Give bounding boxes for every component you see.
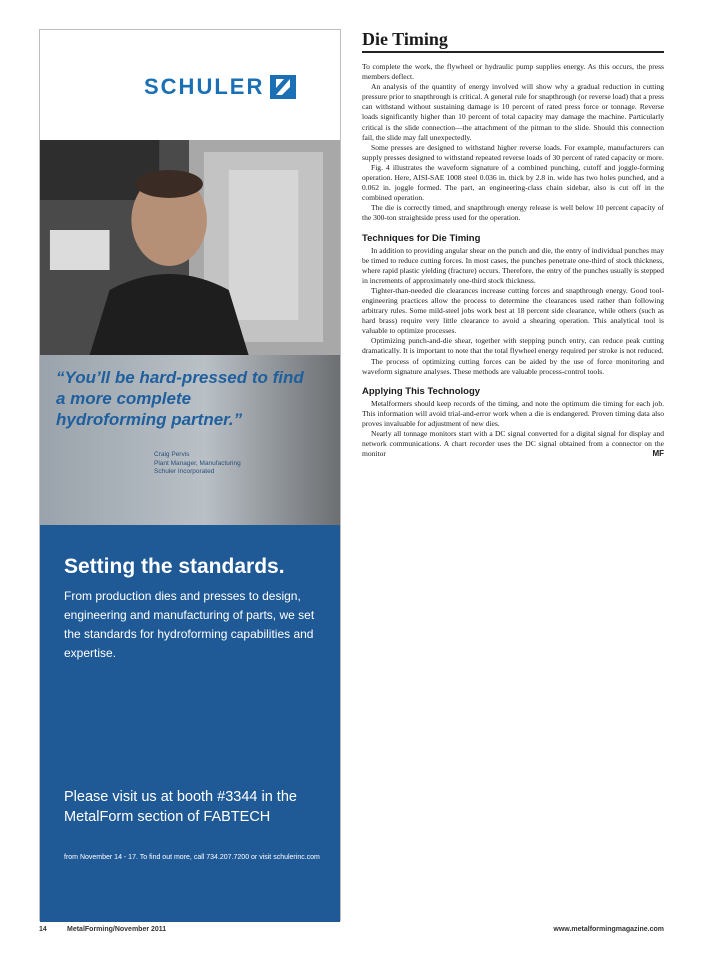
publication-name: MetalForming/November 2011 [67,926,167,933]
quote-panel [40,355,340,525]
article-paragraph: Some presses are designed to withstand higher reverse loads. For example, manufacturers can supply presses designed to withstand repeated reverse loads of 30 percent of rated capacity or more. [362,142,664,162]
ad-body-text: From production dies and presses to design, engineering and manufacturing of parts, we set the standards for hydroforming capabilities and expertise. [64,589,315,660]
magazine-url[interactable]: www.metalformingmagazine.com [553,926,664,933]
credit-line: Plant Manager, Manufacturing [154,459,241,467]
ad-visit-text: Please visit us at booth #3344 in the MetalForm section of FABTECH [64,789,297,825]
logo-text: SCHULER [144,74,265,99]
page-footer [39,926,664,938]
article-title [362,29,664,53]
title-text: Die Timing [362,29,448,49]
credit-line: Schuler Incorporated [154,468,215,475]
quote-credit [154,451,241,477]
page-number: 14 [39,926,47,933]
ad-logo-area [40,30,340,140]
article-paragraph: Tighter-than-needed die clearances increase cutting forces and snapthrough energy. Good tool-engineering practices allow the process to determine the clearances used rather than following arbitrary rules. Some mild-steel jobs work best at 18 percent side clearance, while others (such as hard brass) require very little clearance to avoid a shearing operation. This analytical tool is valuable to optimize processes. [362,285,664,336]
article-paragraph [362,429,664,459]
credit-line: Craig Pervis [154,451,190,458]
article-paragraph: In addition to providing angular shear on the punch and die, the entry of individual punches may be timed to reduce cutting forces. In most cases, the punches penetrate one-third of stock thickness, where rapid plastic yielding (fracture) occurs. Therefore, the entry of the punches usually is stepped in increments of approximately one-third stock thickness. [362,245,664,285]
article-paragraph: An analysis of the quantity of energy involved will show why a gradual reduction in cutting pressure prior to snapthrough is critical. A general rule for snapthrough (or reverse load) that a press can withstand without sustaining damage is 10 percent of rated press force or tonnage. Reverse loads significantly higher than 10 percent of total capacity may damage the machine. Particularly critical is the slide connection—the attachment of the pitman to the slide. Should this connection fail, the slide may fall unexpectedly. [362,82,664,142]
ad-headline: Setting the standards. [64,555,285,578]
article-paragraph-text: Nearly all tonnage monitors start with a DC signal converted for a digital signal for display and network communications. A chart recorder uses the DC signal obtained from a connector on the monitor [362,429,664,459]
section-heading: Techniques for Die Timing [362,232,481,244]
schuler-advertisement [39,29,341,921]
continued-marker: MF [652,449,664,459]
ad-quote: “You’ll be hard-pressed to find a more complete hydroforming partner.” [56,368,304,429]
article-paragraph: The process of optimizing cutting forces can be aided by the use of force monitoring and waveform signature analyses. These methods are valuable process-control tools. [362,356,664,376]
schuler-logo-mark-icon [270,75,296,99]
worker-photo [40,140,340,355]
article-paragraph: The die is correctly timed, and snapthrough energy release is well below 10 percent capacity of the 300-ton straightside press used for the operation. [362,203,664,223]
ad-contact-text: from November 14 - 17. To find out more, call 734.207.7200 or visit schulerinc.com [64,854,320,861]
article-paragraph: Optimizing punch-and-die shear, together with stepping punch entry, can reduce peak cutting dramatically. It is important to note that the total flywheel energy required per stroke is not reduced. [362,336,664,356]
article-paragraph: To complete the work, the flywheel or hydraulic pump supplies energy. As this occurs, the press members deflect. [362,62,664,82]
ad-blue-panel [40,525,340,922]
section-heading: Applying This Technology [362,385,481,397]
article-column [362,29,664,459]
article-paragraph: Fig. 4 illustrates the waveform signature of a combined punching, cutoff and joggle-forming operation. Here, AISI-SAE 1008 steel 0.036 in. thick by 2.8 in. wide has two holes punched, and a 0.062 in. joggle formed. The part, an engineering-class chain sidebar, also is cut off in the combined operation. [362,162,664,203]
article-paragraph: Metalformers should keep records of the timing, and note the optimum die timing for each job. This information will avoid trial-and-error work when a die is endangered. Proven timing data also proves invaluable for adjustment of new dies. [362,398,664,428]
schuler-logo [144,74,296,100]
